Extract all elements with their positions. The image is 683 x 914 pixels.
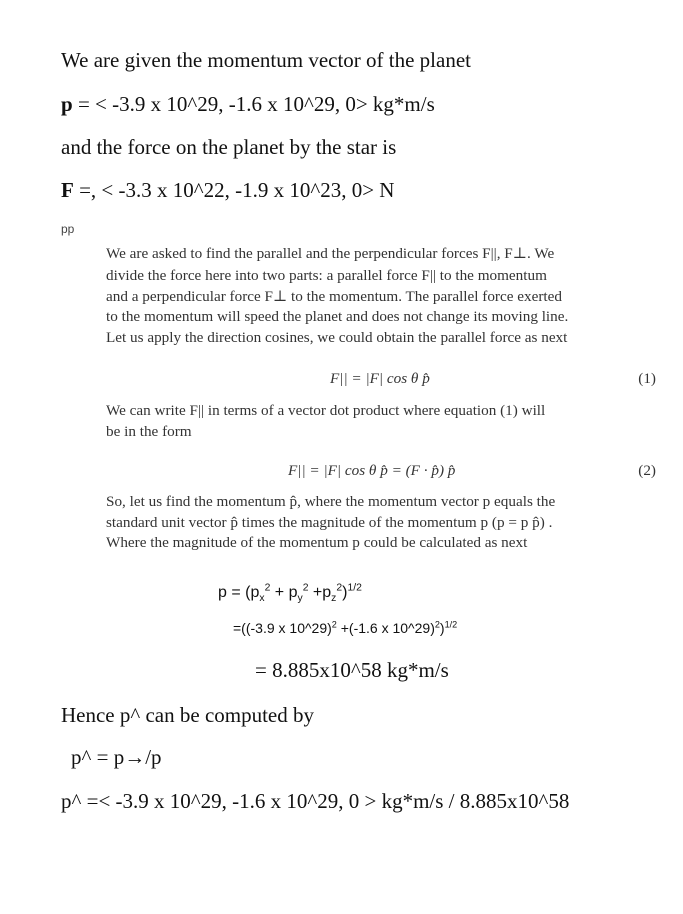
momentum-value: = < -3.9 x 10^29, -1.6 x 10^29, 0> kg*m/s [72,92,435,116]
equation-1: F|| = |F| cos θ p̂ [330,370,430,387]
magnitude-formula: $p = (p_x^2 + p_y^2 +p_z^2)^{1/2}$ [218,582,362,605]
para1-line-3: and a perpendicular force F⊥ to the momentum. The parallel force exerted [106,288,562,305]
equation-2-number: (2) [638,462,656,479]
intro-line-1: We are given the momentum vector of the planet [61,48,471,72]
hence-line: Hence p^ can be computed by [61,703,315,727]
para2-line-2: be in the form [106,423,192,440]
para2-line-1: We can write F|| in terms of a vector dot product where equation (1) will [106,402,546,419]
momentum-vector-line [61,92,435,117]
unit-vector-definition: p^ = p→/p [71,745,162,769]
force-symbol: F [61,178,74,202]
para3-line-1: So, let us find the momentum p̂, where the momentum vector p equals the [106,493,556,510]
force-value: =, < -3.3 x 10^22, -1.9 x 10^23, 0> N [73,178,395,202]
unit-vector-result [61,789,569,814]
para1-line-2: divide the force here into two parts: a parallel force F|| to the momentum [106,267,547,284]
para1-line-1: We are asked to find the parallel and the perpendicular forces F||, F⊥. We [106,245,555,262]
pp-mark: pp [61,222,75,236]
magnitude-substitution: =((-3.9 x 10^29)$^2$ +(-1.6 x 10^29)$^2$)$^{1/2}$ [233,619,458,636]
unit-vector-value: =< -3.9 x 10^29, -1.6 x 10^29, 0 > kg*m/s / 8.885x10^58 [81,789,570,813]
para1-line-5: Let us apply the direction cosines, we could obtain the parallel force as next [106,329,568,346]
para3-line-2: standard unit vector p̂ times the magnitude of the momentum p (p = p p̂) . [106,514,553,531]
momentum-symbol: p [61,92,73,116]
force-vector-line [61,178,394,203]
intro-line-3: and the force on the planet by the star is [61,135,397,159]
para1-line-4: to the momentum will speed the planet and does not change its moving line. [106,308,569,325]
para3-line-3: Where the magnitude of the momentum p could be calculated as next [106,534,528,551]
unit-vector-symbol: p^ [61,789,82,813]
equation-2: F|| = |F| cos θ p̂ = (F · p̂) p̂ [288,462,456,479]
magnitude-result: = 8.885x10^58 kg*m/s [255,658,449,682]
equation-1-number: (1) [638,370,656,387]
